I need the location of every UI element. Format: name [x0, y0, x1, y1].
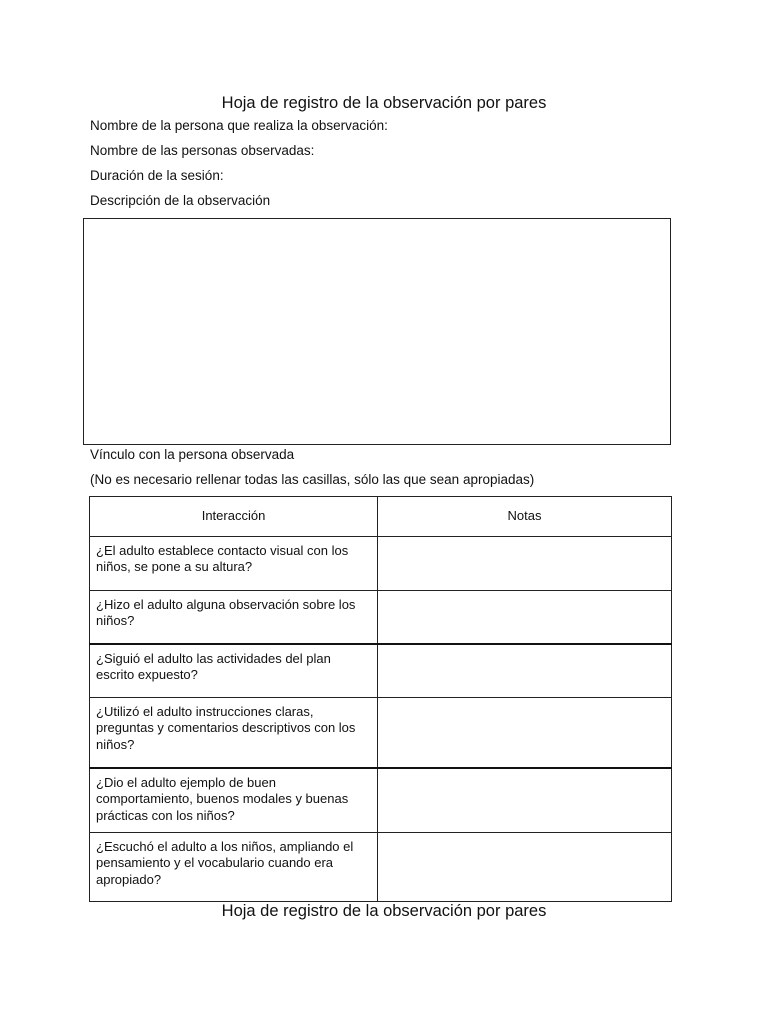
- interaction-question: ¿Escuchó el adulto a los niños, ampliando el pensamiento y el vocabulario cuando era apropiado?: [90, 833, 378, 902]
- interaction-question: ¿Siguió el adulto las actividades del plan escrito expuesto?: [90, 644, 378, 698]
- observer-name-label: Nombre de la persona que realiza la observación:: [90, 118, 388, 133]
- notes-cell[interactable]: [378, 698, 672, 769]
- notes-cell[interactable]: [378, 537, 672, 591]
- table-row: [90, 537, 672, 591]
- table-row: [90, 768, 672, 833]
- notes-cell[interactable]: [378, 833, 672, 902]
- page-title: Hoja de registro de la observación por pares: [221, 94, 547, 112]
- table-row: [90, 591, 672, 645]
- table-row: [90, 698, 672, 769]
- notes-cell[interactable]: [378, 591, 672, 645]
- interaction-question: ¿El adulto establece contacto visual con los niños, se pone a su altura?: [90, 537, 378, 591]
- interaction-question: ¿Hizo el adulto alguna observación sobre los niños?: [90, 591, 378, 645]
- observed-names-label: Nombre de las personas observadas:: [90, 143, 315, 158]
- table-row: [90, 833, 672, 902]
- interaction-question: ¿Utilizó el adulto instrucciones claras, preguntas y comentarios descriptivos con los niños?: [90, 698, 378, 769]
- interaction-question: ¿Dio el adulto ejemplo de buen comportamiento, buenos modales y buenas prácticas con los niños?: [90, 768, 378, 833]
- table-row: [90, 644, 672, 698]
- interaction-table: [89, 496, 672, 902]
- header-notes: Notas: [378, 497, 672, 537]
- footer-title: Hoja de registro de la observación por pares: [221, 902, 547, 920]
- link-with-observed-label: Vínculo con la persona observada: [90, 447, 295, 462]
- session-duration-label: Duración de la sesión:: [90, 168, 224, 183]
- notes-cell[interactable]: [378, 644, 672, 698]
- notes-cell[interactable]: [378, 768, 672, 833]
- observation-description-label: Descripción de la observación: [90, 193, 271, 208]
- table-header-row: [90, 497, 672, 537]
- header-interaction: Interacción: [90, 497, 378, 537]
- description-box[interactable]: [83, 218, 671, 445]
- instruction-note: (No es necesario rellenar todas las casillas, sólo las que sean apropiadas): [90, 472, 535, 487]
